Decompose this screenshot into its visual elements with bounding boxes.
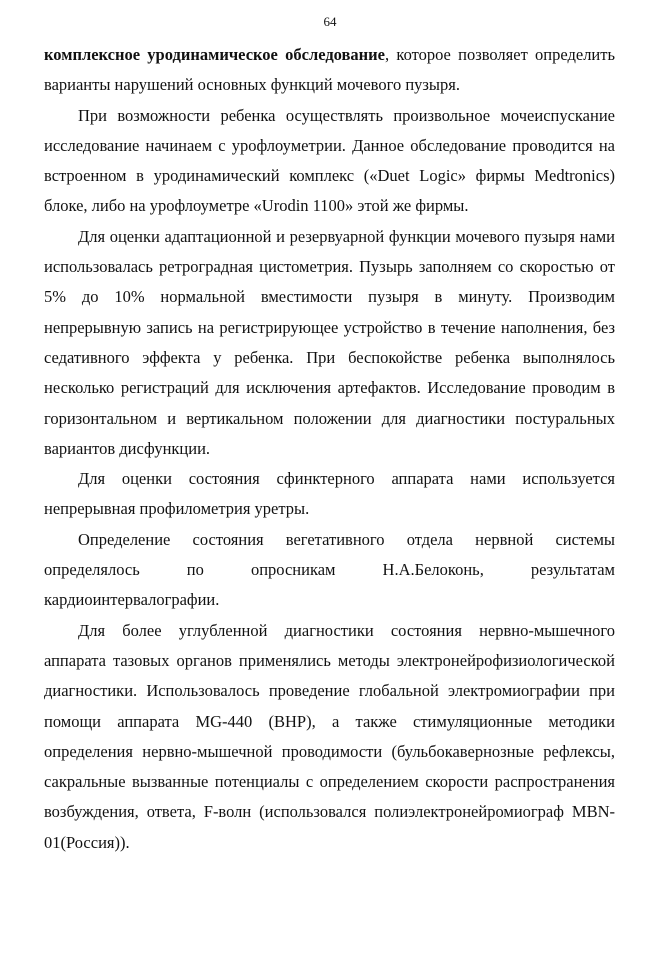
document-body (44, 40, 615, 858)
paragraph-4: Для оценки состояния сфинктерного аппарата нами используется непрерывная профилометрия уретры. (44, 469, 615, 519)
paragraph-6: Для более углубленной диагностики состояния нервно-мышечного аппарата тазовых органов применялись методы электронейрофизиологической диагностики. Использовалось проведение глобальной электромиографии при помощи аппарата MG-440 (ВНР), а также стимуляционные методики определения нервно-мышечной проводимости (бульбокавернозные рефлексы, сакральные вызванные потенциалы с определением скорости распространения возбуждения, ответа, F-волн (использовался полиэлектронейромиограф MBN-01(Россия)). (44, 620, 615, 852)
bold-lead: комплексное уродинамическое обследование (44, 45, 386, 64)
paragraph-3: Для оценки адаптационной и резервуарной функции мочевого пузыря нами использовалась ретроградная цистометрия. Пузырь заполняем со скоростью от 5% до 10% нормальной вместимости пузыря в минуту. Производим непрерывную запись на регистрирующее устройство в течение наполнения, без седативного эффекта у ребенка. При беспокойстве ребенка выполнялось несколько регистраций для исключения артефактов. Исследование проводим в горизонтальном и вертикальном положении для диагностики постуральных вариантов дисфункции. (44, 226, 615, 458)
paragraph-text: , которое позволяет определить варианты нарушений основных функций мочевого пузыря. (44, 45, 615, 95)
paragraph-2: При возможности ребенка осуществлять произвольное мочеиспускание исследование начинаем с урофлоуметрии. Данное обследование проводится на встроенном в уродинамический комплекс («Duet Logic» фирмы Medtronics) блоке, либо на урофлоуметре «Urodin 1100» этой же фирмы. (44, 105, 615, 216)
paragraph-5: Определение состояния вегетативного отдела нервной системы определялось по опросникам Н.А.Белоконь, результатам кардиоинтервалографии. (44, 529, 615, 610)
page-number: 64 (323, 14, 337, 29)
paragraph-1 (44, 40, 615, 101)
